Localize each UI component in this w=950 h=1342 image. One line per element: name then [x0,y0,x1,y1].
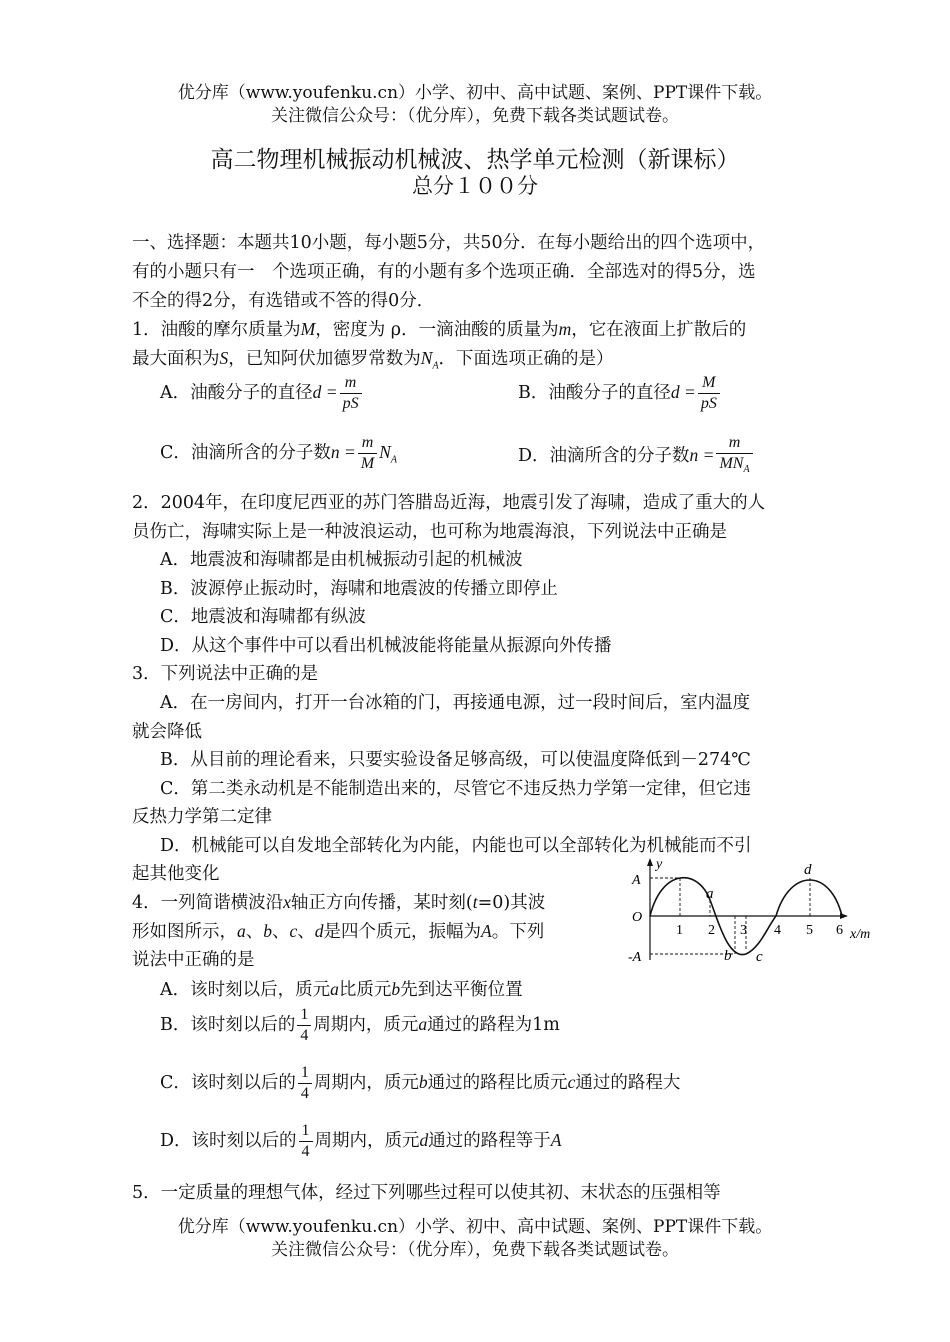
q3-option-c[interactable]: C．第二类永动机是不能制造出来的，尽管它不违反热力学第一定律，但它违 [160,779,751,799]
q2-option-d[interactable]: D．从这个事件中可以看出机械波能将能量从振源向外传播 [160,636,612,656]
q3-option-d[interactable]: D．机械能可以自发地全部转化为内能，内能也可以全部转化为机械能而不引 [160,836,752,856]
y-axis-arrow [647,858,653,866]
q3-stem: 3．下列说法中正确的是 [132,664,319,684]
page-subtitle: 总分１００分 [412,174,538,198]
wave-figure [628,856,893,966]
header-line-1: 优分库（www.youfenku.cn）小学、初中、高中试题、案例、PPT课件下载。 [177,83,773,103]
tick-5: 5 [806,923,813,938]
q3-option-c-cont: 反热力学第二定律 [132,807,272,827]
q3-option-a[interactable]: A．在一房间内，打开一台冰箱的门，再接通电源，过一段时间后，室内温度 [160,693,751,713]
q1-option-d[interactable]: D．油滴所含的分子数n = $\frac{m}{MN_A}$ [518,433,755,480]
q3-option-a-cont: 就会降低 [132,722,202,742]
tick-1: 1 [676,923,683,938]
section-intro-line-2: 有的小题只有一 个选项正确，有的小题有多个选项正确．全部选对的得5分，选 [132,262,756,282]
q2-option-a[interactable]: A．地震波和海啸都是由机械振动引起的机械波 [160,550,523,570]
fraction: $\frac{m}{pS}$ [340,373,362,414]
q2-option-c[interactable]: C．地震波和海啸都有纵波 [160,607,366,627]
tick-3: 3 [740,923,747,938]
q5-stem: 5．一定质量的理想气体，经过下列哪些过程可以使其初、末状态的压强相等 [132,1183,721,1203]
q1-option-a[interactable]: A．油酸分子的直径d = $\frac{m}{pS}$ [160,373,364,414]
fraction: $\frac{m}{M}$ [358,433,377,474]
fraction-quarter: $\frac{1}{4}$ [297,1005,311,1046]
q4-stem-line-1: 4．一列简谐横波沿x轴正方向传播，某时刻(t=0)其波 [132,892,546,913]
q4-stem-line-3: 说法中正确的是 [132,950,255,970]
point-c-label: c [756,949,763,965]
x-label: x/m [850,927,871,942]
section-intro-line-3: 不全的得2分，有选错或不答的得0分． [132,291,435,311]
tick-4: 4 [774,923,781,938]
header-line-2: 关注微信公众号：（优分库），免费下载各类试题试卷。 [271,106,679,126]
point-a-label: a [706,886,714,902]
q4-option-a[interactable]: A．该时刻以后，质元a比质元b先到达平衡位置 [160,979,523,1000]
q4-option-c[interactable]: C．该时刻以后的 $\frac{1}{4}$ 周期内，质元b通过的路程比质元c通过的路程大 [160,1064,681,1102]
q1-stem-line-1: 1．油酸的摩尔质量为M，密度为 ρ．一滴油酸的质量为m，它在液面上扩散后的 [132,319,747,340]
q3-option-d-cont: 起其他变化 [132,864,220,884]
tick-2: 2 [708,923,715,938]
tick-6: 6 [836,923,843,938]
fraction: $\frac{M}{pS}$ [698,373,720,414]
q2-stem-line-2: 员伤亡，海啸实际上是一种波浪运动，也可称为地震海浪，下列说法中正确是 [132,522,727,542]
q4-option-b[interactable]: B．该时刻以后的 $\frac{1}{4}$ 周期内，质元a通过的路程为1m [160,1006,560,1044]
origin-label: O [632,910,643,925]
footer-line-1: 优分库（www.youfenku.cn）小学、初中、高中试题、案例、PPT课件下载。 [177,1217,773,1237]
point-d-label: d [804,862,812,878]
q4-option-d[interactable]: D．该时刻以后的 $\frac{1}{4}$ 周期内，质元d通过的路程等于A [160,1122,562,1160]
fraction: $\frac{m}{MN_A}$ [716,433,752,480]
footer-line-2: 关注微信公众号：（优分库），免费下载各类试题试卷。 [271,1240,679,1260]
q3-option-b[interactable]: B．从目前的理论看来，只要实验设备足够高级，可以使温度降低到－274℃ [160,750,751,770]
q2-option-b[interactable]: B．波源停止振动时，海啸和地震波的传播立即停止 [160,579,558,599]
fraction-quarter: $\frac{1}{4}$ [298,1063,312,1104]
section-intro-line-1: 一、选择题：本题共10小题，每小题5分，共50分．在每小题给出的四个选项中， [132,233,766,253]
point-b-label: b [724,948,732,964]
page-title: 高二物理机械振动机械波、热学单元检测（新课标） [210,147,740,173]
fraction-quarter: $\frac{1}{4}$ [299,1121,313,1162]
y-label: y [656,857,663,872]
q1-option-b[interactable]: B．油酸分子的直径d = $\frac{M}{pS}$ [518,373,722,414]
q1-stem-line-2: 最大面积为S，已知阿伏加德罗常数为$N_A$．下面选项正确的是） [132,348,614,372]
amp-neg-label: -A [628,950,642,965]
q1-option-c[interactable]: C．油滴所含的分子数n = $\frac{m}{M}$ $N_A$ [160,434,397,472]
q4-stem-line-2: 形如图所示，a、b、c、d是四个质元，振幅为A。下列 [132,921,545,942]
amp-pos-label: A [632,873,641,888]
q2-stem-line-1: 2．2004年，在印度尼西亚的苏门答腊岛近海，地震引发了海啸，造成了重大的人 [132,493,766,513]
